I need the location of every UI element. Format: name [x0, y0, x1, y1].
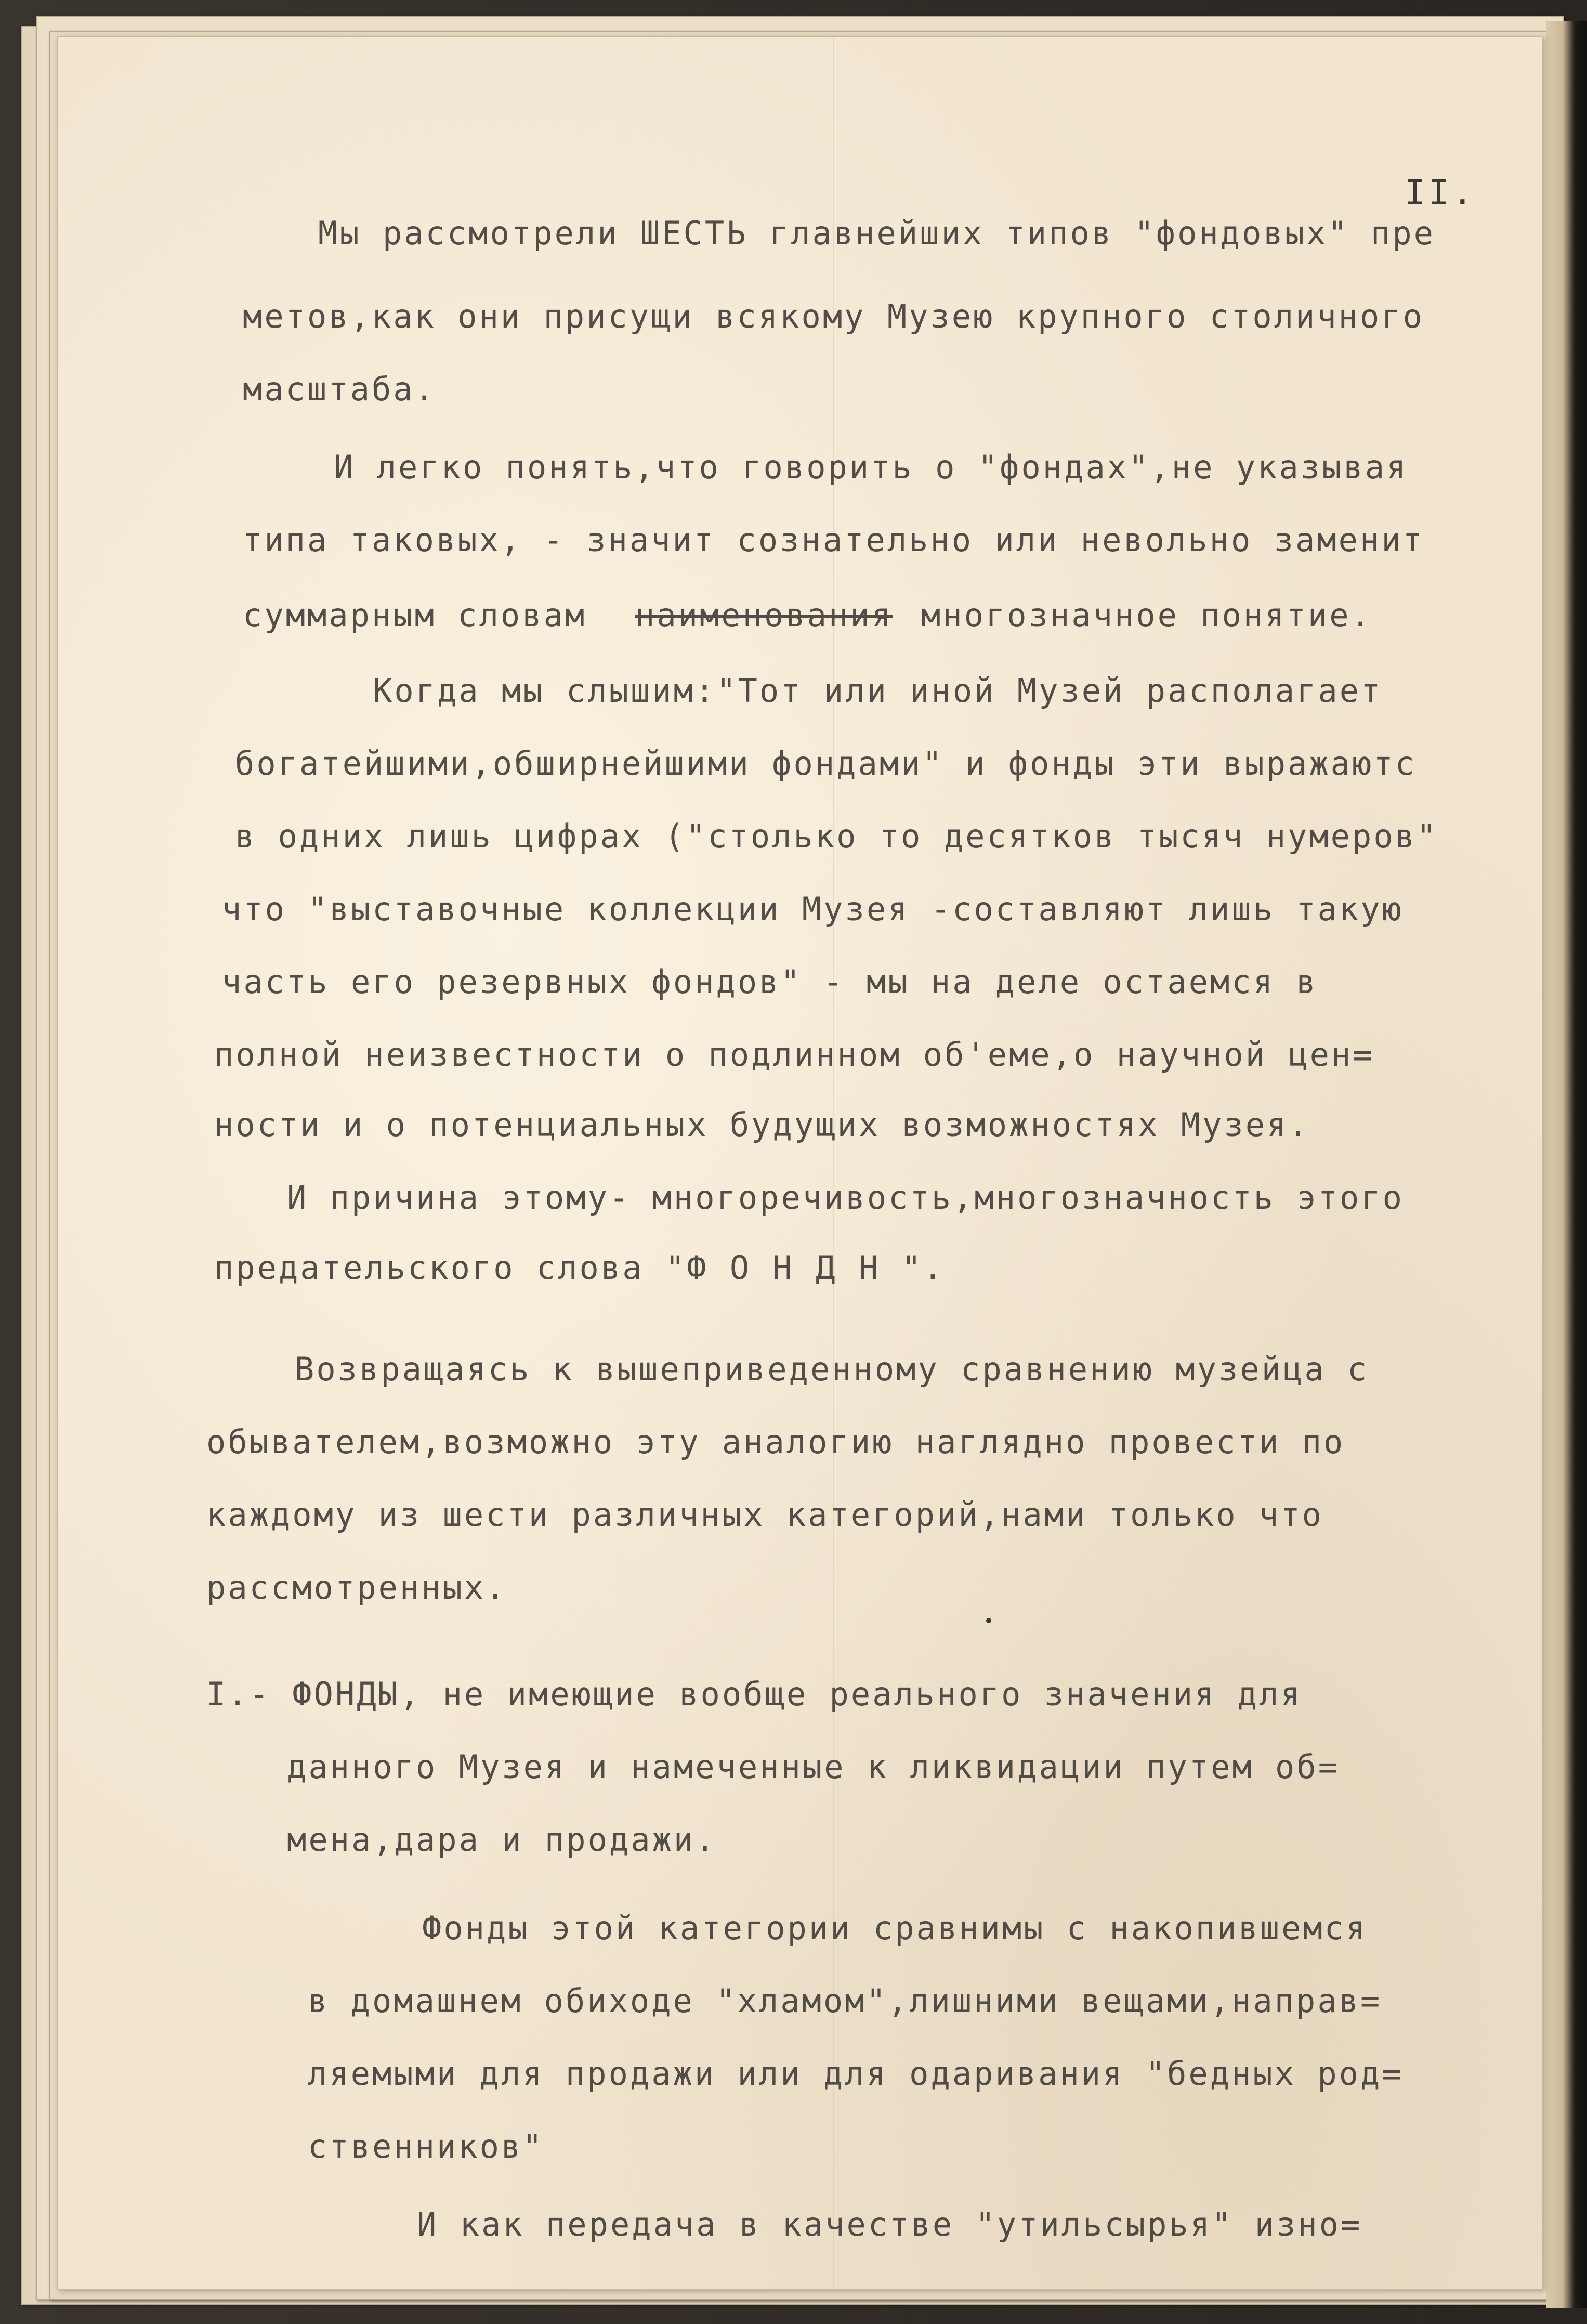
text-line: ности и о потенциальных будущих возможностях Музея. — [214, 1106, 1310, 1144]
text-line: рассмотренных. — [206, 1569, 507, 1607]
text-line: И причина этому- многоречивость,многозначность этого — [287, 1179, 1405, 1217]
text-line: масштаба. — [243, 370, 436, 408]
paper-fold — [833, 37, 834, 2289]
text-line: Возвращаясь к вышеприведенному сравнению музейца с — [295, 1350, 1369, 1388]
text-line: данного Музея и намеченные к ликвидации путем об= — [287, 1748, 1340, 1786]
text-line: предательского слова "Ф О Н Д Н ". — [214, 1249, 945, 1287]
ink-mark — [986, 1618, 991, 1623]
typewritten-page — [57, 36, 1543, 2290]
text-line: часть его резервных фондов" - мы на деле остаемся в — [222, 963, 1318, 1001]
text-line: что "выставочные коллекции Музея -составляют лишь такую — [222, 890, 1404, 928]
text-line: полной неизвестности о подлинном об'еме,о научной цен= — [214, 1036, 1374, 1074]
text-line: I.- ФОНДЫ, не имеющие вообще реального значения для — [206, 1675, 1302, 1713]
text-line: ляемыми для продажи или для одаривания "бедных род= — [308, 2055, 1404, 2093]
text-line: метов,как они присущи всякому Музею крупного столичного — [243, 297, 1424, 335]
text-line: И как передача в качестве "утильсырья" изно= — [417, 2205, 1362, 2243]
text-line: каждому из шести различных категорий,нами только что — [206, 1496, 1324, 1534]
text-line: в одних лишь цифрах ("столько то десятков тысяч нумеров" — [235, 817, 1438, 855]
page-number: II. — [1405, 173, 1476, 213]
text-line: типа таковых, - значит сознательно или невольно заменит — [243, 521, 1424, 559]
text-line: И легко понять,что говорить о "фондах",не указывая — [334, 448, 1408, 486]
text-line: суммарным словам — [243, 596, 587, 634]
text-line: Мы рассмотрели ШЕСТЬ главнейших типов "фондовых" пре — [318, 214, 1436, 252]
crossed-out-word: наименования — [635, 596, 893, 634]
text-line: богатейшими,обширнейшими фондами" и фонды эти выражаютс — [235, 745, 1417, 782]
text-line: Когда мы слышим:"Тот или иной Музей располагает — [373, 672, 1383, 710]
text-line: обывателем,возможно эту аналогию наглядно провести по — [206, 1423, 1345, 1461]
text-line: Фонды этой категории сравнимы с накопившемся — [422, 1909, 1368, 1947]
text-line: многозначное понятие. — [921, 596, 1372, 634]
text-line: в домашнем обиходе "хламом",лишними вещами,направ= — [308, 1982, 1382, 2020]
text-line: ственников" — [308, 2127, 544, 2165]
binding-edge — [1546, 21, 1587, 2308]
text-line: мена,дара и продажи. — [287, 1821, 717, 1859]
